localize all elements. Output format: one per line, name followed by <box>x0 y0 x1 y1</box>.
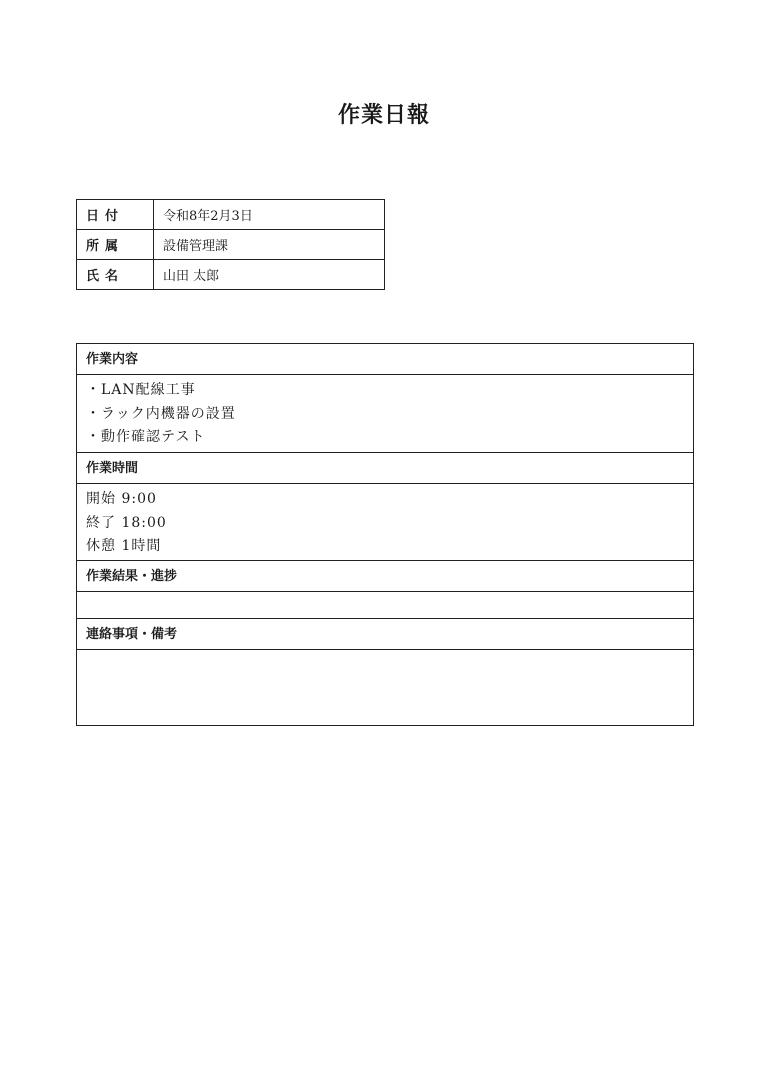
info-table <box>76 199 385 290</box>
work-item: ・LAN配線工事 <box>86 382 196 398</box>
name-value: 山田 太郎 <box>154 260 385 290</box>
date-label: 日付 <box>77 200 154 230</box>
page-title: 作業日報 <box>337 102 430 128</box>
start-time: 開始 9:00 <box>86 491 157 507</box>
info-row-department <box>77 230 385 260</box>
break-time: 休憩 1時間 <box>86 538 162 554</box>
info-row-date <box>77 200 385 230</box>
name-label: 氏名 <box>77 260 154 290</box>
report-box <box>76 343 694 726</box>
work-item: ・ラック内機器の設置 <box>86 405 236 422</box>
notes-body <box>77 650 693 725</box>
end-time: 終了 18:00 <box>86 514 167 531</box>
work-time-body <box>77 484 693 561</box>
department-label: 所属 <box>77 230 154 260</box>
result-heading: 作業結果・進捗 <box>77 561 693 592</box>
result-body <box>77 592 693 619</box>
work-item: ・動作確認テスト <box>86 429 206 445</box>
info-row-name <box>77 260 385 290</box>
work-content-body <box>77 375 693 453</box>
date-value: 令和8年2月3日 <box>154 200 385 230</box>
work-time-heading: 作業時間 <box>77 453 693 484</box>
notes-heading: 連絡事項・備考 <box>77 619 693 650</box>
department-value: 設備管理課 <box>154 230 385 260</box>
work-content-heading: 作業内容 <box>77 344 693 375</box>
